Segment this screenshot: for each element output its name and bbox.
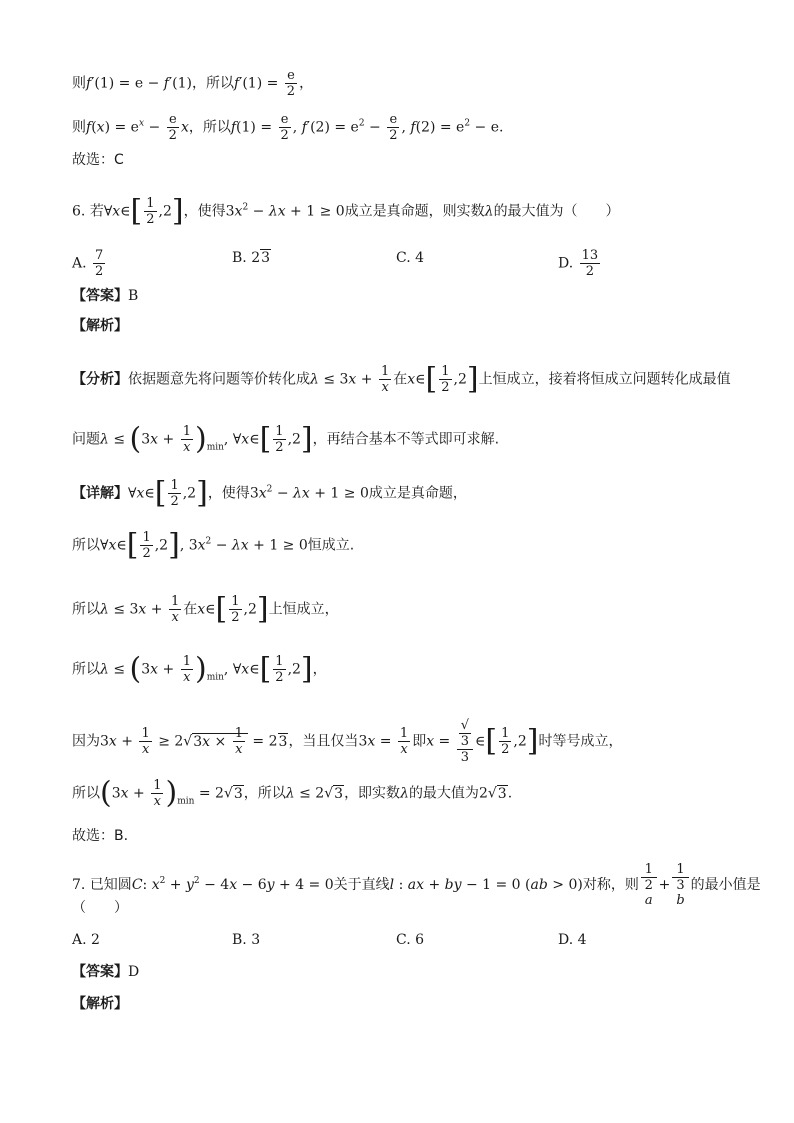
question-7-paren: （ ） [72,900,128,916]
q7-option-a: A. 2 [72,932,100,948]
answer-choice-c: 故选：C [72,152,124,168]
q7-option-c: C. 6 [396,932,425,948]
q6-option-c: C. 4 [396,250,425,266]
detail-line-4: 所以λ ≤ (3x + $\frac{1}{x}$ )$_{min}$, ∀x∈[ $\frac{1}{2}$ ,2]， [72,651,327,687]
answer-7: 【答案】D [72,964,140,980]
detail-line-3: 所以λ ≤ 3x + $\frac{1}{x}$ 在x∈[ $\frac{1}{2}$ ,2]上恒成立， [72,591,339,627]
q7-option-b: B. 3 [232,932,261,948]
q6-option-a: A. $\frac{7}{2}$ [72,248,104,279]
detail-line-1: 【详解】∀x∈[ $\frac{1}{2}$ ,2]，使得$3x^2 - \lambda x + 1 \ge 0$成立是真命题， [72,475,467,511]
question-6: 6. 若∀x∈[ $\frac{1}{2}$ ,2]，使得$3x^2 - \lambda x + 1 \ge 0$成立是真命题，则实数λ的最大值为（ ） [72,193,620,229]
analysis-7-heading: 【解析】 [72,996,128,1012]
solution-line-2: 则$f(x) = e^x$ − $\frac{e}{2}$ x，所以f(1) = $\frac{e}{2}$ , $f'(2) = e^2$ − $\frac{e}{2}$ , $f(2) = e^2 - e$. [72,112,504,143]
detail-line-5: 因为3x + $\frac{1}{x}$ ≥ 2√3x × $\frac{1}{x}$ = 23，当且仅当3x = $\frac{1}{x}$ 即x = √ 3 3 ∈[ $\frac{1}{2}$ ,2]时等号成立， [72,718,623,765]
q6-option-d: D. $\frac{13}{2}$ [558,248,599,279]
solution-line-1: 则f′(1) = e − f′(1)，所以f′(1) = $\frac{e}{2}$ ， [72,68,314,99]
answer-tag: 【答案】 [72,288,128,304]
analysis-heading: 【解析】 [72,318,128,334]
analysis-line-2: 问题λ ≤ (3x + $\frac{1}{x}$ )$_{min}$, ∀x∈[ $\frac{1}{2}$ ,2]，再结合基本不等式即可求解. [72,421,500,457]
detail-line-6: 所以(3x + $\frac{1}{x}$ )$_{min} = 2√3$，所以λ ≤ 2√3，即实数λ的最大值为2√3. [72,775,513,811]
analysis-line-1: 【分析】依据题意先将问题等价转化成λ ≤ 3x + $\frac{1}{x}$ 在x∈[ $\frac{1}{2}$ ,2]上恒成立，接着将恒成立问题转化成最值 [72,361,731,397]
detail-line-2: 所以∀x∈[ $\frac{1}{2}$ ,2], $3x^2 - \lambda x + 1 \ge 0$恒成立. [72,527,355,563]
q7-option-d: D. 4 [558,932,587,948]
detail-conclusion: 故选：B. [72,828,129,844]
q6-option-b: B. 23 [232,250,271,266]
answer-6: 【答案】B [72,288,139,304]
question-7: 7. 已知圆C: $x^2 + y^2 - 4x - 6y + 4 = 0$关于直线l : ax + by − 1 = 0 (ab > 0)对称，则 1 2 a + 1 3 b 的最小值是 [72,862,761,908]
